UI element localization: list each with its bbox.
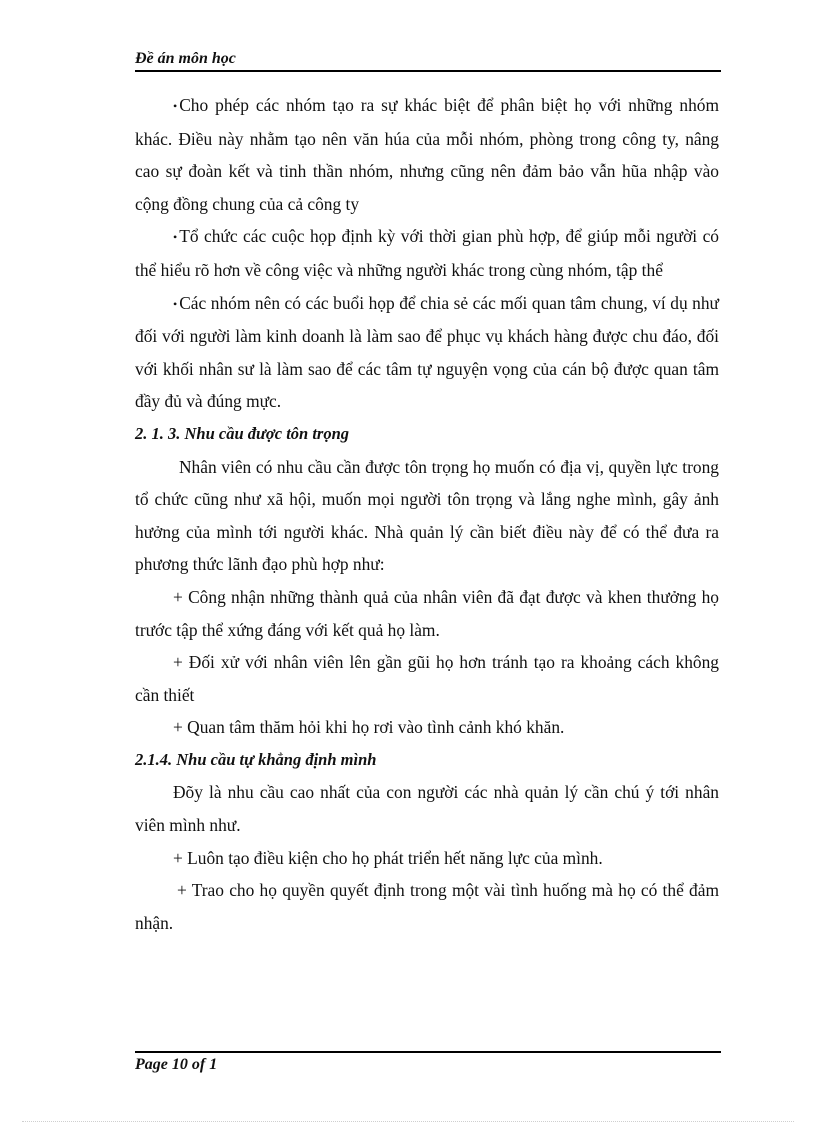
footer-divider xyxy=(135,1051,721,1053)
section-heading-2-1-4: 2.1.4. Nhu cầu tự khẳng định mình xyxy=(135,749,377,769)
section-2-1-4-intro: Đõy là nhu cầu cao nhất của con người các nhà quản lý cần chú ý tới nhân viên mình như. xyxy=(135,782,719,836)
bullet-text: Tổ chức các cuộc họp định kỳ với thời gian phù hợp, để giúp mỗi người có thể hiểu rõ hơn về công việc và những người khác trong cùng nhóm, tập thể xyxy=(135,226,719,280)
bullet-text: Cho phép các nhóm tạo ra sự khác biệt để phân biệt họ với những nhóm khác. Điều này nhằm tạo nên văn húa của mỗi nhóm, phòng trong công ty, nâng cao sự đoàn kết và tinh thần nhóm, nhưng cũng nên đảm bảo vẫn hũa nhập vào cộng đồng chung của cả công ty xyxy=(135,95,719,214)
document-body xyxy=(135,89,719,939)
page-number-label: Page 10 of 1 xyxy=(135,1056,218,1073)
bullet-icon: • xyxy=(173,296,178,311)
page-edge-divider xyxy=(22,1121,794,1122)
list-item: + Luôn tạo điều kiện cho họ phát triển hết năng lực của mình. xyxy=(173,847,603,868)
bullet-text: Các nhóm nên có các buổi họp để chia sẻ các mối quan tâm chung, ví dụ như đối với người làm kinh doanh là làm sao để phục vụ khách hàng được chu đáo, đối với khối nhân sư là làm sao để các tâm tự nguyện vọng của cán bộ được quan tâm đầy đủ và đúng mực. xyxy=(135,292,719,412)
list-item: + Trao cho họ quyền quyết định trong một vài tình huống mà họ có thể đảm nhận. xyxy=(135,880,719,933)
section-2-1-3-intro: Nhân viên có nhu cầu cần được tôn trọng họ muốn có địa vị, quyền lực trong tổ chức cũng như xã hội, muốn mọi người tôn trọng và lắng nghe mình, gây ảnh hưởng của mình tới người khác. Nhà quản lý cần biết điều này để có thể đưa ra phương thức lãnh đạo phù hợp như: xyxy=(135,456,719,575)
bullet-paragraph-2 xyxy=(135,220,719,286)
bullet-paragraph-1 xyxy=(135,89,719,220)
page-header-title: Đề án môn học xyxy=(135,50,236,67)
list-item: + Quan tâm thăm hỏi khi họ rơi vào tình cảnh khó khăn. xyxy=(173,717,565,738)
bullet-icon: • xyxy=(173,230,178,245)
bullet-icon: • xyxy=(173,99,178,113)
list-item: + Công nhận những thành quả của nhân viên đã đạt được và khen thưởng họ trước tập thể xứng đáng với kết quả họ làm. xyxy=(135,586,719,640)
bullet-paragraph-3 xyxy=(135,287,719,418)
list-item: + Đối xử với nhân viên lên gần gũi họ hơn tránh tạo ra khoảng cách không cần thiết xyxy=(135,652,719,705)
section-heading-2-1-3: 2. 1. 3. Nhu cầu được tôn trọng xyxy=(135,423,350,443)
header-divider xyxy=(135,70,721,72)
